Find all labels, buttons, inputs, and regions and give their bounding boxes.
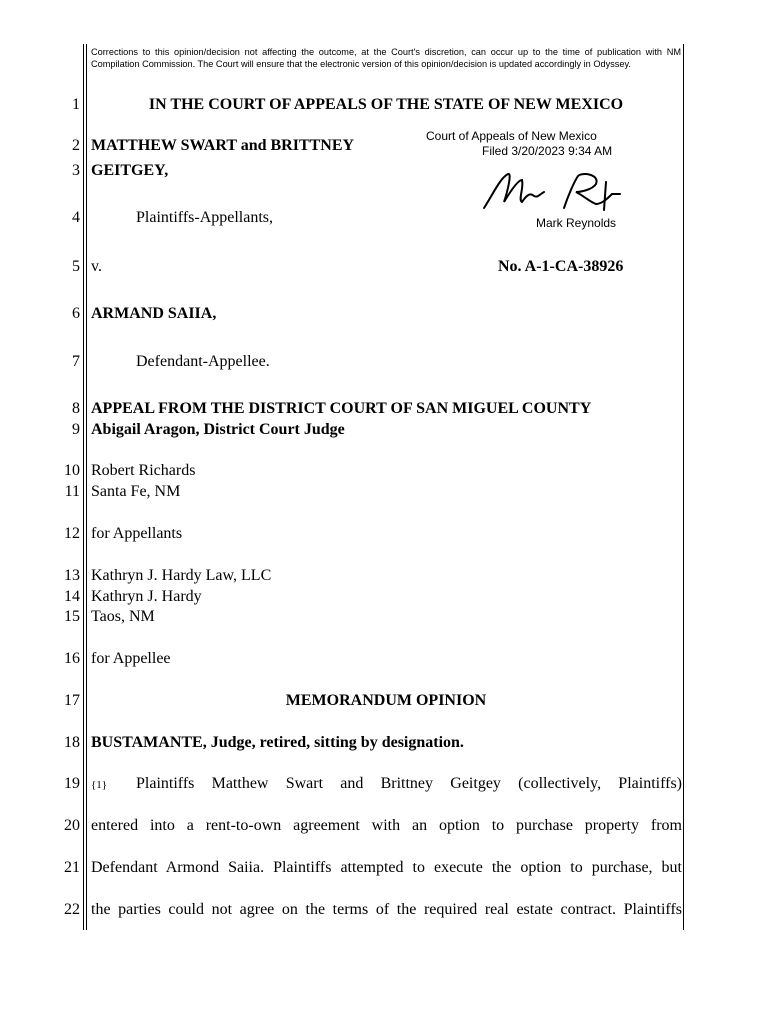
- line-number: 16: [64, 650, 80, 667]
- line-number: 19: [64, 775, 80, 792]
- line-number: 2: [72, 137, 80, 154]
- filing-court: Court of Appeals of New Mexico: [426, 129, 597, 143]
- left-margin-rule-inner: [86, 44, 87, 930]
- defendant-name: ARMAND SAIIA,: [91, 305, 217, 322]
- line-number: 3: [72, 162, 80, 179]
- appellant-counsel-name: Robert Richards: [91, 462, 196, 479]
- plaintiff-names: MATTHEW SWART and BRITTNEY: [91, 137, 355, 154]
- court-title: IN THE COURT OF APPEALS OF THE STATE OF NEW MEXICO: [148, 96, 624, 113]
- line-number: 4: [72, 209, 80, 226]
- appellant-counsel-city: Santa Fe, NM: [91, 483, 181, 500]
- authoring-judge: BUSTAMANTE, Judge, retired, sitting by designation.: [91, 734, 464, 751]
- for-appellants: for Appellants: [91, 525, 183, 542]
- appellee-counsel-city: Taos, NM: [91, 608, 155, 625]
- line-number: 18: [64, 734, 80, 751]
- case-number: No. A-1-CA-38926: [498, 258, 624, 275]
- line-number: 7: [72, 353, 80, 370]
- line-number: 15: [64, 608, 80, 625]
- line-number: 9: [72, 421, 80, 438]
- body-line: entered into a rent-to-own agreement with an option to purchase property from: [91, 817, 682, 834]
- left-margin-rule: [83, 44, 84, 930]
- trial-judge: Abigail Aragon, District Court Judge: [91, 421, 345, 438]
- signature-image: [478, 168, 628, 218]
- versus: v.: [91, 258, 102, 275]
- line-number: 6: [72, 305, 80, 322]
- right-margin-rule: [683, 44, 684, 930]
- signer-name: Mark Reynolds: [536, 216, 617, 230]
- line-number: 8: [72, 400, 80, 417]
- defendant-role: Defendant-Appellee.: [136, 353, 270, 370]
- plaintiff-names-cont: GEITGEY,: [91, 162, 169, 179]
- appellee-counsel-name: Kathryn J. Hardy: [91, 588, 202, 605]
- line-number: 21: [64, 859, 80, 876]
- line-number: 13: [64, 567, 80, 584]
- line-number: 17: [64, 692, 80, 709]
- body-line: Plaintiffs Matthew Swart and Brittney Geitgey (collectively, Plaintiffs): [136, 775, 682, 792]
- line-number: 1: [72, 96, 80, 113]
- appeal-heading: APPEAL FROM THE DISTRICT COURT OF SAN MIGUEL COUNTY: [91, 400, 592, 417]
- line-number: 5: [72, 258, 80, 275]
- line-number: 14: [64, 588, 80, 605]
- line-number: 20: [64, 817, 80, 834]
- line-number: 11: [64, 483, 80, 500]
- line-number: 12: [64, 525, 80, 542]
- corrections-notice: Corrections to this opinion/decision not affecting the outcome, at the Court's discretion, can occur up to the time of publication with NM Compilation Commission. The Court will ensure that the electronic version of this opinion/decision is updated accordingly in Odyssey.: [91, 47, 681, 69]
- line-number: 22: [64, 901, 80, 918]
- paragraph-marker: {1}: [91, 779, 108, 791]
- body-line: the parties could not agree on the terms of the required real estate contract. Plaintiffs: [91, 901, 682, 918]
- line-number: 10: [64, 462, 80, 479]
- filing-date: Filed 3/20/2023 9:34 AM: [482, 144, 613, 158]
- plaintiff-role: Plaintiffs-Appellants,: [136, 209, 274, 226]
- appellee-counsel-firm: Kathryn J. Hardy Law, LLC: [91, 567, 272, 584]
- body-line: Defendant Armond Saiia. Plaintiffs attempted to execute the option to purchase, but: [91, 859, 682, 876]
- opinion-heading: MEMORANDUM OPINION: [285, 692, 487, 709]
- for-appellee: for Appellee: [91, 650, 171, 667]
